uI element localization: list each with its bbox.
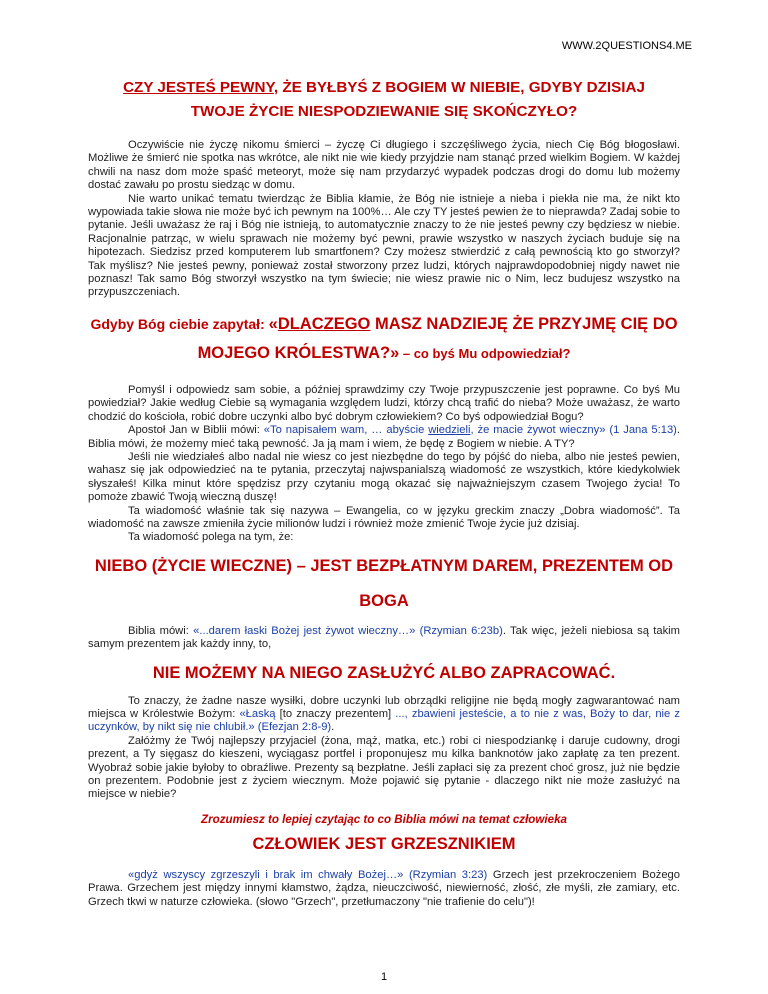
ephesians-quote-a: «Łaską <box>239 707 276 720</box>
question-underlined: DLACZEGO <box>277 314 371 333</box>
intro-paragraph-1: Oczywiście nie życzę nikomu śmierci – życzę Ci długiego i szczęśliwego życia, niech Cię Bóg błogosławi. Możliwe że śmierć nie spotka nas wkrótce, ale nikt nie wie kiedy przyjdzie nam stanąć przed wielkim Bogiem. W każdej chwili na nasz dom może spaść meteoryt, może się nam przydarzyć wypadek podczas drogi do domu lub możemy dostać zawału po prostu siedząc w domu. <box>88 139 680 192</box>
heaven-after: . Tak więc, jeżeli niebiosa są takim samym prezentem jak każdy inny, to, <box>88 624 680 651</box>
question-line1-rest: MASZ NADZIEJĘ ŻE PRZYJMĘ CIĘ DO <box>370 314 678 333</box>
site-url: WWW.2QUESTIONS4.ME <box>561 40 692 52</box>
earn-intro: To znaczy, że żadne nasze wysiłki, dobre uczynki lub obrządki religijne nie będą mogły zagwarantować nam miejsca w Królestwie Bożym: <box>88 694 680 720</box>
heaven-heading-line2: BOGA <box>359 591 409 610</box>
ephesians-quote-b: ..., zbawieni jesteście, a to nie z was, Boży to dar, nie z uczynków, by nikt się nie chlubił.» (Efezjan 2:8-9) <box>88 707 680 734</box>
title-line1-rest: , ŻE BYŁBYŚ Z BOGIEM W NIEBIE, GDYBY DZISIAJ <box>273 79 645 96</box>
question-line2: MOJEGO KRÓLESTWA?» <box>197 343 400 362</box>
ephesians-end: . <box>331 721 335 734</box>
sinner-paragraph <box>88 869 680 909</box>
heaven-heading-line1: NIEBO (ŻYCIE WIECZNE) – JEST BEZPŁATNYM DAREM, PREZENTEM OD <box>94 556 674 575</box>
question-quote-open: « <box>268 314 278 333</box>
question-prefix: Gdyby Bóg ciebie zapytał: <box>90 315 269 332</box>
section2-paragraph-4: Ta wiadomość właśnie tak się nazywa – Ewangelia, co w języku greckim znaczy „Dobra wiadomość”. Ta wiadomość na zawsze zmieniła życie milionów ludzi i również może zmienić Twoje życie już dzisiaj. <box>88 504 680 530</box>
heaven-heading <box>88 549 680 619</box>
page-title-line2: TWOJE ŻYCIE NIESPODZIEWANIE SIĘ SKOŃCZYŁO? <box>190 103 578 120</box>
sinner-heading: CZŁOWIEK JEST GRZESZNIKIEM <box>252 834 516 853</box>
section2-paragraph-2 <box>88 424 680 451</box>
john-quote-underlined: wiedzieli <box>428 424 471 437</box>
section2-paragraph-3: Jeśli nie wiedziałeś albo nadal nie wiesz co jest niezbędne do tego by pójść do nieba, albo nie jesteś pewien, wahasz się jak odpowiedzieć na te pytania, przeczytaj najwspanialszą wiadomość ze wszystkich, które kiedykolwiek słyszałeś! Kilka minut które spędzisz przy czytaniu mogą okazać się najważniejszym czasem Twojego życia! To pomoże zbawić Twoją wieczną duszę! <box>88 450 680 504</box>
bible-note: Zrozumiesz to lepiej czytając to co Biblia mówi na temat człowieka <box>201 812 567 826</box>
page-number: 1 <box>380 971 388 983</box>
ephesians-mid: [to znaczy prezentem] <box>275 707 396 720</box>
intro-paragraph-2: Nie warto unikać tematu twierdząc że Biblia kłamie, że Bóg nie istnieje a nieba i piekła nie ma, że nikt kto wypowiada takie słowa nie może być ich pewnym na 100%… Ale czy TY jesteś pewien że to nieprawda? Zadaj sobie to pytanie. Jeśli uważasz że raj i Bóg nie istnieją, to automatycznie znaczy to że nie jesteś pewny czy będziesz w niebie. Racjonalnie patrząc, w wielu sprawach nie możemy być pewni, prawie wszystko w naszych życiach buduje się na hipotezach. Siedzisz przed komputerem lub smartfonem? Czy możesz stwierdzić z całą pewnością kto go stworzył? Tak myślisz? Nie jesteś pewny, ponieważ został stworzony przez ludzi, których najprawdopodobniej nigdy nawet nie poznasz! Tak samo Bóg stworzył wszystko na tym świecie; nie wiesz prawie nic o Nim, lecz budujesz wszystko na przypuszczeniach. <box>88 192 680 299</box>
earn-paragraph-1 <box>88 695 680 735</box>
romans-6-quote: «...darem łaski Bożej jest żywot wieczny…» (Rzymian 6:23b) <box>193 624 503 637</box>
heaven-paragraph <box>88 625 680 652</box>
title-underlined: CZY JESTEŚ PEWNY <box>123 79 274 96</box>
john-quote-a: «To napisałem wam, … abyście <box>263 424 429 437</box>
john-after: . Biblia mówi, że możemy mieć taką pewność. Ja ją mam i wiem, że będę z Bogiem w niebie. A TY? <box>88 424 680 450</box>
sinner-after: Grzech jest przekroczeniem Bożego Prawa. Grzechem jest między innymi kłamstwo, żądza, nieuczciwość, niewierność, złość, złe myśli, złe zamiary, etc. Grzech tkwi w naturze człowieka. (słowo "Grzech", przetłumaczony "nie trafienie do celu")! <box>88 868 681 908</box>
john-intro: Apostoł Jan w Biblii mówi: <box>128 424 264 437</box>
question-heading <box>88 312 680 371</box>
question-suffix: – co byś Mu odpowiedział? <box>399 345 571 361</box>
earn-paragraph-2: Załóżmy że Twój najlepszy przyjaciel (żona, mąż, matka, etc.) robi ci niespodziankę i daruje cudowny, drogi prezent, a Ty sięgasz do kieszeni, wyciągasz portfel i proponujesz mu kilka banknotów jako zapłatę za ten prezent. Wyobraź sobie jakie byłoby to obraźliwe. Prezenty są bezpłatne. Jeśli zapłaci się za prezent choć grosz, już nie będzie on prezentem. Podobnie jest z życiem wiecznym. Może pojawić się pytanie - dlaczego nikt nie może zasłużyć na miejsce w niebie? <box>88 734 680 801</box>
document-body <box>88 76 680 909</box>
romans-3-quote: «gdyż wszyscy zgrzeszyli i brak im chwały Bożej…» (Rzymian 3:23) <box>128 868 488 881</box>
page-title <box>88 76 680 100</box>
john-quote-b: , że macie żywot wieczny» (1 Jana 5:13) <box>470 424 677 437</box>
section2-paragraph-5: Ta wiadomość polega na tym, że: <box>128 531 294 544</box>
heaven-intro: Biblia mówi: <box>128 624 194 637</box>
section2-paragraph-1: Pomyśl i odpowiedz sam sobie, a później sprawdzimy czy Twoje przypuszczenie jest poprawne. Co byś Mu powiedział? Jakie według Ciebie są wymagania względem ludzi, którzy chcą trafić do nieba? Może uważasz, że warto chodzić do kościoła, robić dobre uczynki albo być dobrym człowiekiem? Co byś odpowiedział Bogu? <box>88 383 680 423</box>
earn-heading: NIE MOŻEMY NA NIEGO ZASŁUŻYĆ ALBO ZAPRACOWAĆ. <box>152 663 616 682</box>
